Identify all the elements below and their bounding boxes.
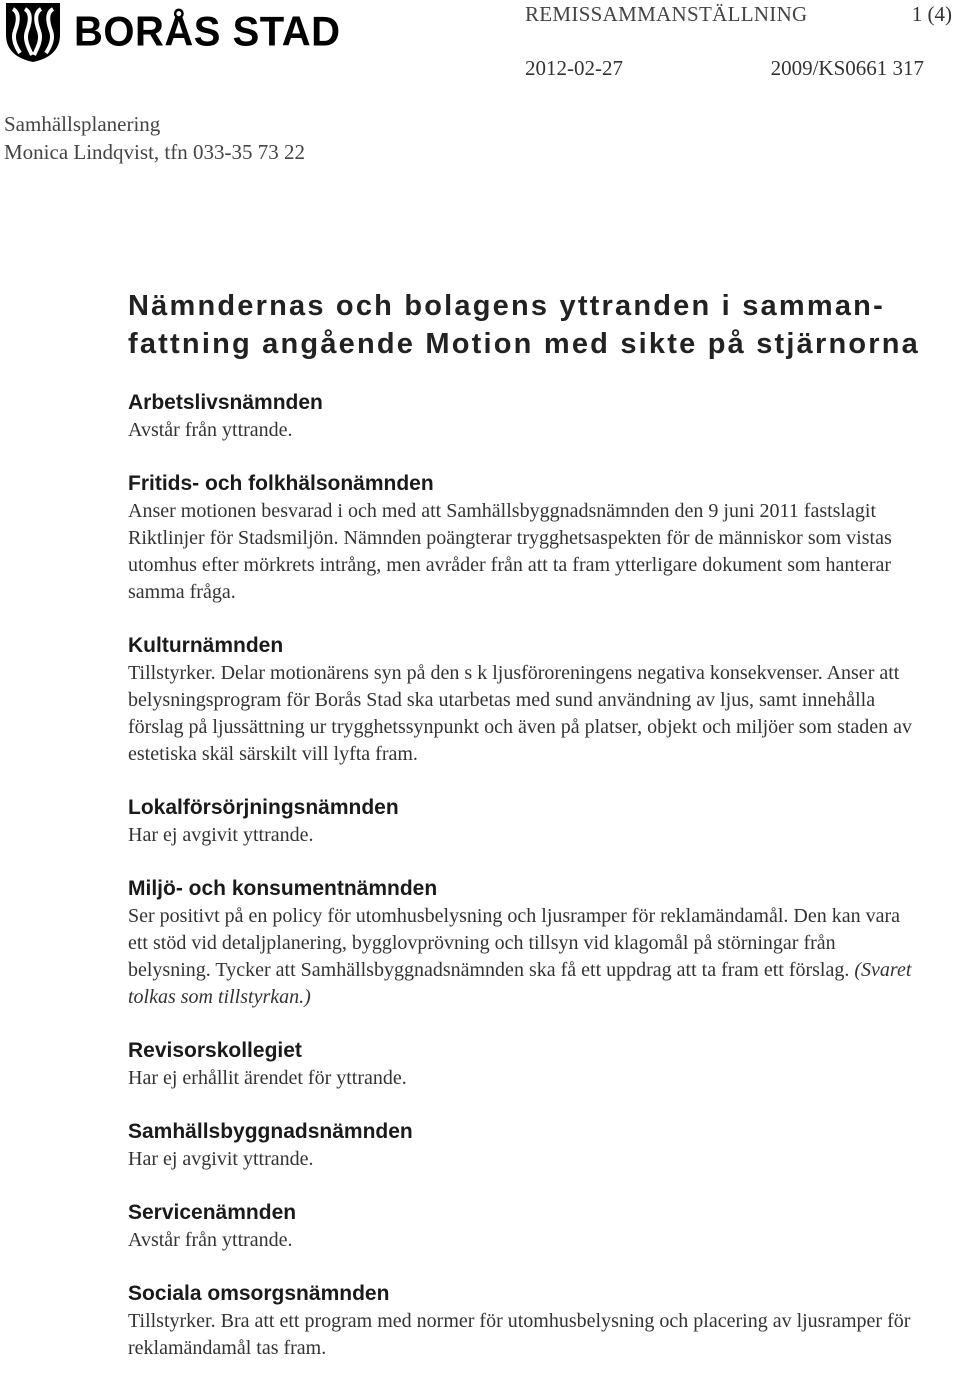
responses-list	[128, 389, 918, 1362]
section-body: Anser motionen besvarad i och med att Samhällsbyggnadsnämnden den 9 juni 2011 fastslagit Riktlinjer för Stadsmiljön. Nämnden poängterar trygghetsaspekten för de människor som vistas utomhus efter mörkrets intrång, men avråder från att ta fram ytterligare dokument som hanterar samma fråga.	[128, 500, 892, 603]
section-miljo-och-konsumentnamnden	[128, 875, 918, 1011]
section-servicenamnden	[128, 1199, 918, 1254]
section-heading: Miljö- och konsumentnämnden	[128, 877, 438, 900]
section-body	[128, 903, 918, 1011]
section-heading: Kulturnämnden	[128, 634, 284, 657]
section-heading: Arbetslivsnämnden	[128, 391, 323, 414]
sender-block	[4, 110, 305, 166]
section-heading: Lokalförsörjningsnämnden	[128, 796, 399, 819]
page-number: 1 (4)	[911, 2, 952, 26]
section-revisorskollegiet	[128, 1037, 918, 1092]
city-crest-icon	[4, 1, 62, 63]
section-body: Tillstyrker. Delar motionärens syn på den s k ljusföroreningens negativa konsekvenser. Anser att belysningsprogram för Borås Stad ska utarbetas med sund användning av ljus, samt innehålla förslag på ljussättning ur trygghetssynpunkt och även på platser, objekt och miljöer som staden av estetiska skäl särskilt vill lyfta fram.	[128, 662, 913, 765]
section-fritids-och-folkhalsonamnden	[128, 470, 918, 606]
sender-contact: Monica Lindqvist, tfn 033-35 73 22	[4, 140, 305, 164]
document-date: 2012-02-27	[525, 56, 623, 80]
document-type: REMISSAMMANSTÄLLNING	[525, 2, 808, 26]
section-heading: Fritids- och folkhälsonämnden	[128, 472, 434, 495]
title-line-1: Nämndernas och bolagens yttranden i samman-	[128, 290, 885, 322]
document-title	[128, 287, 928, 363]
section-body: Avstår från yttrande.	[128, 419, 293, 441]
section-arbetslivsnamnden	[128, 389, 918, 444]
title-line-2: fattning angående Motion med sikte på stjärnorna	[128, 328, 921, 360]
section-sociala-omsorgsnamnden	[128, 1280, 918, 1362]
section-body: Tillstyrker. Bra att ett program med normer för utomhusbelysning och placering av ljusramper för reklamändamål tas fram.	[128, 1310, 911, 1359]
logo-wordmark: BORÅS STAD	[74, 8, 341, 56]
section-note: (Svaret tolkas som tillstyrkan.)	[128, 959, 912, 1008]
document-reference: 2009/KS0661 317	[770, 56, 924, 80]
section-samhallsbyggnadsnamnden	[128, 1118, 918, 1173]
sender-department: Samhällsplanering	[4, 112, 161, 136]
section-body: Har ej erhållit ärendet för yttrande.	[128, 1067, 407, 1089]
boras-stad-logo	[4, 0, 376, 64]
section-kulturnamnden	[128, 632, 918, 768]
section-heading: Sociala omsorgsnämnden	[128, 1282, 390, 1305]
section-body: Har ej avgivit yttrande.	[128, 1148, 314, 1170]
section-lokalforsorjningsnamnden	[128, 794, 918, 849]
section-heading: Servicenämnden	[128, 1201, 297, 1224]
section-body-text: Ser positivt på en policy för utomhusbelysning och ljusramper för reklamändamål. Den kan vara ett stöd vid detaljplanering, bygglovprövning och tillsyn vid klagomål på störningar från belysning. Tycker att Samhällsbyggnadsnämnden ska få ett uppdrag att ta fram ett förslag.	[128, 905, 901, 981]
section-heading: Samhällsbyggnadsnämnden	[128, 1120, 413, 1143]
section-body: Har ej avgivit yttrande.	[128, 824, 314, 846]
section-heading: Revisorskollegiet	[128, 1039, 302, 1062]
section-body: Avstår från yttrande.	[128, 1229, 293, 1251]
